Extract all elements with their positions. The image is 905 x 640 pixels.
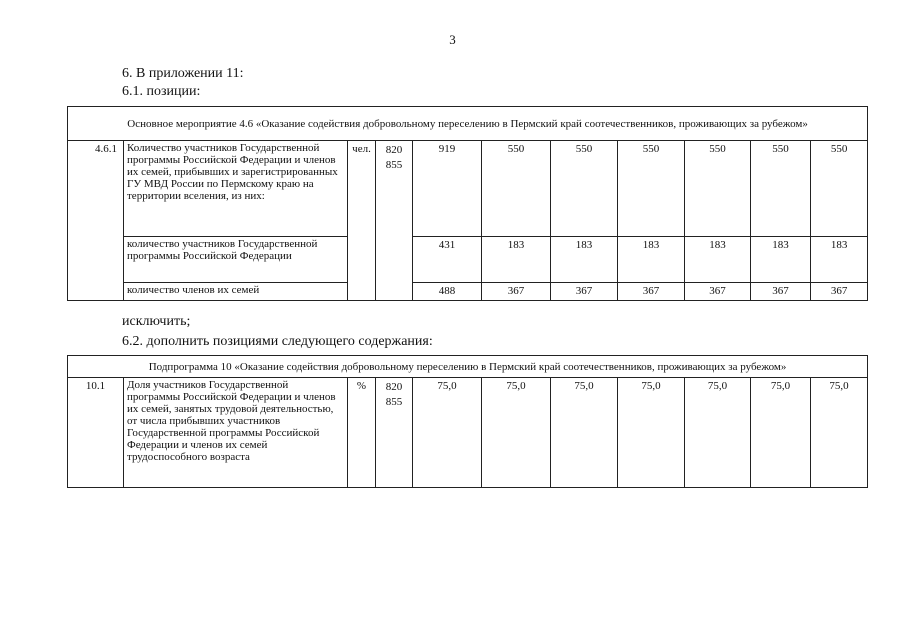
table2-code-2: 855 — [385, 396, 403, 408]
table1-row2-val7: 183 — [811, 237, 868, 283]
table2-val6: 75,0 — [751, 378, 811, 488]
table1-code-2: 855 — [385, 159, 403, 171]
table1-row3-desc: количество членов их семей — [124, 283, 348, 301]
table2-row-number: 10.1 — [68, 378, 124, 488]
table1-codes — [376, 141, 413, 301]
table1-row1-val4: 550 — [618, 141, 685, 237]
positions-table-2 — [67, 355, 868, 488]
table1-row2-val6: 183 — [751, 237, 811, 283]
table1-row3-val4: 367 — [618, 283, 685, 301]
table1-row1-val7: 550 — [811, 141, 868, 237]
table1-row1-val1: 919 — [413, 141, 482, 237]
table1-row-number: 4.6.1 — [68, 141, 124, 301]
table1-row1-desc: Количество участников Государственной программы Российской Федерации и членов их семей, прибывших и зарегистрированных ГУ МВД России по Пермскому краю на территории вселения, из них: — [124, 141, 348, 237]
table1-row2-val3: 183 — [551, 237, 618, 283]
positions-table-1 — [67, 106, 868, 301]
table1-row3-val6: 367 — [751, 283, 811, 301]
table1-row3-val3: 367 — [551, 283, 618, 301]
section-6-2-title: 6.2. дополнить позициями следующего содержания: — [122, 334, 433, 349]
table2-header: Подпрограмма 10 «Оказание содействия добровольному переселению в Пермский край соотечественников, проживающих за рубежом» — [68, 356, 868, 378]
table2-code-1: 820 — [385, 381, 403, 393]
section-6-1-title: 6.1. позиции: — [122, 84, 201, 99]
table1-row3-val7: 367 — [811, 283, 868, 301]
table1-row2-val4: 183 — [618, 237, 685, 283]
table2-codes — [376, 378, 413, 488]
table2-val7: 75,0 — [811, 378, 868, 488]
section-6-title: 6. В приложении 11: — [122, 66, 244, 81]
table2-val4: 75,0 — [618, 378, 685, 488]
table1-row3-val5: 367 — [685, 283, 751, 301]
table2-val3: 75,0 — [551, 378, 618, 488]
table1-row2-val2: 183 — [482, 237, 551, 283]
exclude-text: исключить; — [122, 314, 191, 329]
table2-row-desc: Доля участников Государственной программы Российской Федерации и членов их семей, занятых трудовой деятельностью, от числа прибывших участников Государственной программы Российской Федерации и членов их семей трудоспособного возраста — [124, 378, 348, 488]
table1-row1-val3: 550 — [551, 141, 618, 237]
table1-row3-val1: 488 — [413, 283, 482, 301]
table2-val2: 75,0 — [482, 378, 551, 488]
table1-row2-desc: количество участников Государственной программы Российской Федерации — [124, 237, 348, 283]
table1-row1-val6: 550 — [751, 141, 811, 237]
table1-row1-val5: 550 — [685, 141, 751, 237]
table1-row1-val2: 550 — [482, 141, 551, 237]
table2-unit: % — [348, 378, 376, 488]
table1-unit: чел. — [348, 141, 376, 301]
page-number: 3 — [449, 32, 456, 47]
table1-row2-val5: 183 — [685, 237, 751, 283]
table1-row3-val2: 367 — [482, 283, 551, 301]
table2-val5: 75,0 — [685, 378, 751, 488]
table2-val1: 75,0 — [413, 378, 482, 488]
table1-code-1: 820 — [385, 144, 403, 156]
table1-row2-val1: 431 — [413, 237, 482, 283]
table1-header: Основное мероприятие 4.6 «Оказание содействия добровольному переселению в Пермский край соотечественников, проживающих за рубежом» — [68, 107, 868, 141]
